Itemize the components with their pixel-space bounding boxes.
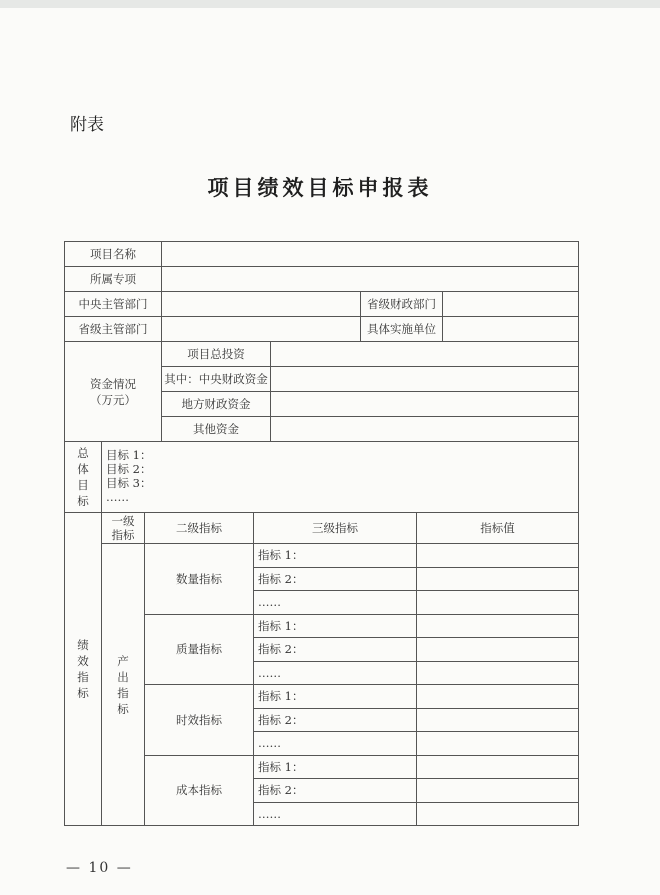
label-impl-unit: 具体实施单位 (361, 317, 443, 342)
label-funds-central: 其中：中央财政资金 (162, 367, 271, 392)
central-dept-field[interactable] (162, 292, 361, 317)
indicator-item[interactable]: 指标 1： (254, 685, 417, 709)
output-char: 出 (117, 669, 129, 684)
indicator-value-field[interactable] (417, 661, 579, 685)
label-funds-total: 项目总投资 (162, 342, 271, 367)
overall-goal-char: 标 (77, 494, 89, 508)
output-char: 标 (117, 701, 129, 716)
indicator-item[interactable]: 指标 2： (254, 638, 417, 662)
indicator-value-field[interactable] (417, 544, 579, 568)
overall-goal-field[interactable] (102, 442, 579, 513)
funds-label-line2: （万元） (90, 392, 136, 407)
label-overall-goal (65, 442, 102, 513)
indicator-item[interactable]: 指标 2： (254, 567, 417, 591)
overall-goal-char: 目 (77, 478, 89, 492)
indicator-row (65, 544, 579, 568)
indicator-item[interactable]: 指标 1： (254, 755, 417, 779)
indicator-item[interactable]: 指标 2： (254, 708, 417, 732)
label-output-indicator (102, 544, 145, 826)
performance-char: 效 (77, 654, 89, 668)
indicator-value-field[interactable] (417, 614, 579, 638)
overall-goal-char: 体 (77, 462, 89, 476)
label-prov-finance: 省级财政部门 (361, 292, 443, 317)
indicator-value-field[interactable] (417, 802, 579, 826)
indicator-item[interactable]: 指标 2： (254, 779, 417, 803)
row-funds-total (65, 342, 579, 367)
indicator-value-field[interactable] (417, 567, 579, 591)
indicator-item[interactable]: …… (254, 732, 417, 756)
label-funds-other: 其他资金 (162, 417, 271, 442)
performance-char: 指 (77, 670, 89, 684)
funds-central-field[interactable] (271, 367, 579, 392)
goal-item: 目标 3： (106, 476, 152, 490)
indicator-item[interactable]: …… (254, 661, 417, 685)
row-project-name (65, 242, 579, 267)
indicator-value-field[interactable] (417, 779, 579, 803)
row-special-item (65, 267, 579, 292)
indicator-item[interactable]: 指标 1： (254, 544, 417, 568)
funds-label-line1: 资金情况 (90, 376, 136, 391)
group-cost: 成本指标 (145, 755, 254, 826)
impl-unit-field[interactable] (443, 317, 579, 342)
indicator-value-field[interactable] (417, 685, 579, 709)
indicator-value-field[interactable] (417, 638, 579, 662)
row-prov-dept (65, 317, 579, 342)
goal-item: …… (106, 490, 129, 504)
header-level1: 一级指标 (102, 513, 145, 544)
indicator-value-field[interactable] (417, 708, 579, 732)
funds-total-field[interactable] (271, 342, 579, 367)
funds-local-field[interactable] (271, 392, 579, 417)
project-name-field[interactable] (162, 242, 579, 267)
row-central-dept (65, 292, 579, 317)
appendix-label: 附表 (70, 115, 104, 135)
special-item-field[interactable] (162, 267, 579, 292)
label-prov-dept: 省级主管部门 (65, 317, 162, 342)
label-project-name: 项目名称 (65, 242, 162, 267)
performance-char: 标 (77, 686, 89, 700)
row-overall-goal (65, 442, 579, 513)
output-char: 指 (117, 685, 129, 700)
label-funds (65, 342, 162, 442)
application-form-table (64, 241, 579, 826)
group-quantity: 数量指标 (145, 544, 254, 615)
goal-item: 目标 1： (106, 448, 152, 462)
prov-dept-field[interactable] (162, 317, 361, 342)
indicator-item[interactable]: …… (254, 802, 417, 826)
group-timeliness: 时效指标 (145, 685, 254, 756)
group-quality: 质量指标 (145, 614, 254, 685)
funds-other-field[interactable] (271, 417, 579, 442)
top-band (0, 0, 660, 8)
indicator-value-field[interactable] (417, 732, 579, 756)
goal-item: 目标 2： (106, 462, 152, 476)
header-value: 指标值 (417, 513, 579, 544)
label-special-item: 所属专项 (65, 267, 162, 292)
header-level2: 二级指标 (145, 513, 254, 544)
header-level3: 三级指标 (254, 513, 417, 544)
output-char: 产 (117, 653, 129, 668)
performance-char: 绩 (77, 638, 89, 652)
indicator-value-field[interactable] (417, 591, 579, 615)
label-funds-local: 地方财政资金 (162, 392, 271, 417)
indicator-item[interactable]: …… (254, 591, 417, 615)
indicator-item[interactable]: 指标 1： (254, 614, 417, 638)
label-central-dept: 中央主管部门 (65, 292, 162, 317)
prov-finance-field[interactable] (443, 292, 579, 317)
row-indicator-header (65, 513, 579, 544)
overall-goal-char: 总 (77, 446, 89, 460)
indicator-value-field[interactable] (417, 755, 579, 779)
page-number: — 10 — (66, 860, 133, 876)
label-performance (65, 513, 102, 826)
form-title: 项目绩效目标申报表 (207, 175, 433, 200)
